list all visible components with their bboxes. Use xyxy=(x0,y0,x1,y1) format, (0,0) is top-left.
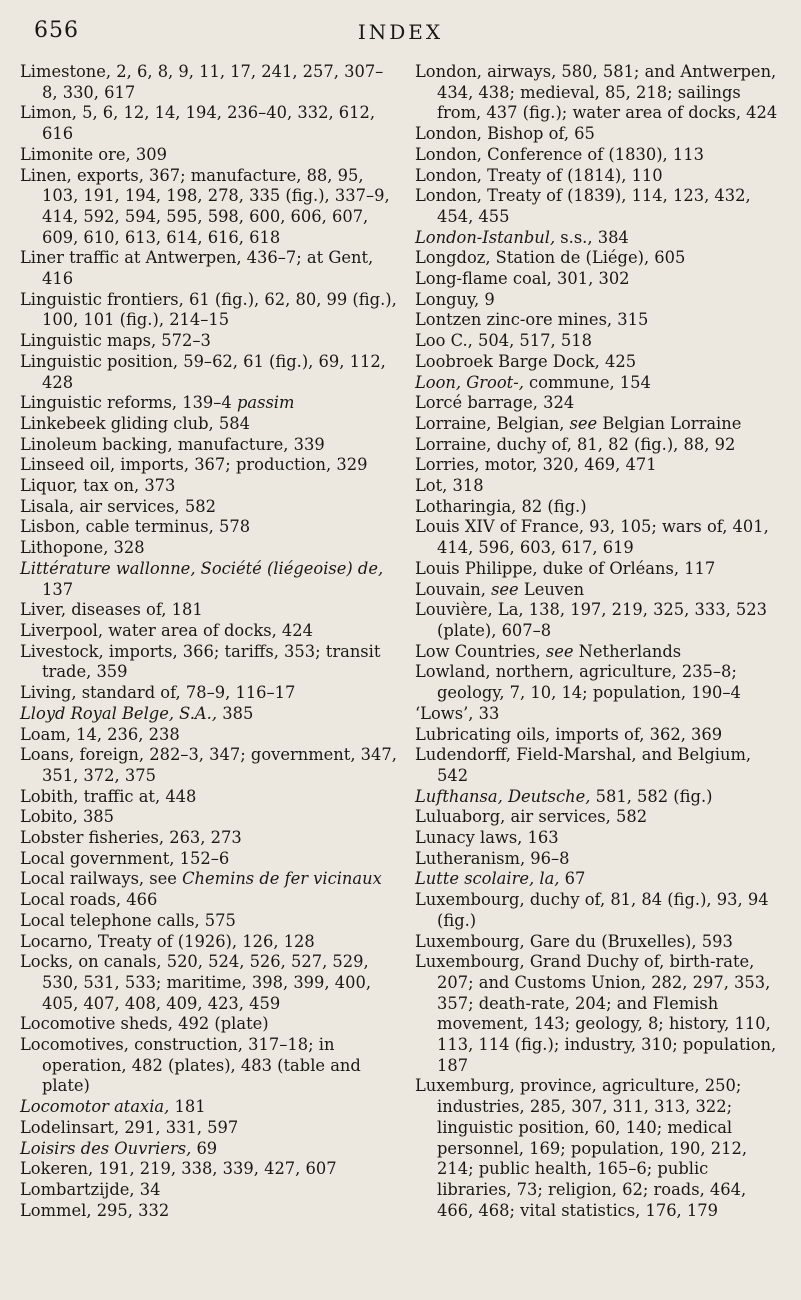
index-term: London, xyxy=(415,62,482,81)
index-entry xyxy=(415,787,787,808)
index-italic-ref: see xyxy=(491,579,519,599)
index-entry xyxy=(20,745,398,786)
index-term: London-Istanbul, xyxy=(415,227,556,247)
page-header xyxy=(0,0,801,60)
index-locators: 291, 331, 597 xyxy=(119,1117,239,1137)
index-locators: Gare du (Bruxelles), 593 xyxy=(524,931,733,951)
index-locators: 385 xyxy=(217,703,254,723)
index-entry xyxy=(415,228,787,249)
index-entry xyxy=(20,807,398,828)
index-locators: 295, 332 xyxy=(91,1200,170,1220)
index-entry xyxy=(415,186,787,227)
index-italic-ref: Chemins de fer vicinaux xyxy=(182,869,382,889)
index-term: Locomotor ataxia, xyxy=(20,1097,170,1117)
index-locators: diseases of, 181 xyxy=(66,600,203,620)
index-term: Lodelinsart, xyxy=(20,1117,120,1137)
index-entry xyxy=(20,600,398,621)
index-entry xyxy=(20,352,398,393)
index-term: Lokeren, xyxy=(20,1159,94,1179)
index-term: Lommel, xyxy=(20,1200,92,1220)
index-cross-ref: Leuven xyxy=(518,579,585,599)
index-locators: 33 xyxy=(473,703,500,723)
index-term: Loon, Groot-, xyxy=(415,372,524,392)
index-term: London, xyxy=(415,124,482,144)
index-locators: air services, 582 xyxy=(74,496,216,516)
index-entry xyxy=(415,248,787,269)
index-entry xyxy=(20,725,398,746)
index-locators: 328 xyxy=(108,538,145,558)
index-locators: 581, 582 (fig.) xyxy=(590,786,713,806)
index-entry xyxy=(415,497,787,518)
index-locators: standard of, 78–9, 116–17 xyxy=(76,683,296,703)
index-term: Locomotives, xyxy=(20,1035,129,1055)
index-term: Linoleum backing, xyxy=(20,434,173,454)
index-term: Lithopone, xyxy=(20,538,109,558)
index-locators: duke of Orléans, 117 xyxy=(537,558,716,578)
index-entry xyxy=(20,538,398,559)
index-entry xyxy=(415,869,787,890)
index-term: Lubricating oils, xyxy=(415,724,551,744)
index-entry xyxy=(20,559,398,600)
index-term: Limestone, xyxy=(20,62,112,81)
index-locators: Treaty of (1926), 126, 128 xyxy=(92,931,315,951)
index-term: Lisbon, xyxy=(20,517,81,537)
index-locators: 96–8 xyxy=(525,848,570,868)
index-entry xyxy=(415,725,787,746)
index-entry xyxy=(20,621,398,642)
index-term: Liquor, xyxy=(20,476,78,496)
index-entry xyxy=(20,331,398,352)
index-locators: 82 (fig.) xyxy=(516,496,587,516)
index-locators: Field-Marshal, and Belgium, 542 xyxy=(437,745,752,785)
index-locators: 309 xyxy=(130,144,167,164)
index-term: Linguistic position, xyxy=(20,351,179,371)
index-locators: 504, 517, 518 xyxy=(472,331,592,351)
index-locators: motor, 320, 469, 471 xyxy=(479,455,657,475)
index-entry xyxy=(20,869,398,890)
index-entry xyxy=(415,517,787,558)
index-entry xyxy=(20,290,398,331)
index-entry xyxy=(20,1180,398,1201)
index-locators: 137 xyxy=(42,579,74,599)
index-locators: imports, 367; production, 329 xyxy=(115,455,368,475)
index-term: Loans, xyxy=(20,745,75,765)
index-term: Locks, xyxy=(20,952,74,972)
index-entry xyxy=(20,890,398,911)
index-locators: foreign, 282–3, 347; government, 347, 351, 372, 375 xyxy=(42,745,397,785)
index-locators: manufacture, 339 xyxy=(172,434,325,454)
index-italic-ref: see xyxy=(545,641,574,661)
index-column-left xyxy=(20,62,398,1221)
index-term: Limon, xyxy=(20,103,77,123)
index-term: Luluaborg, xyxy=(415,807,506,827)
index-locators: 301, 302 xyxy=(551,269,630,289)
index-locators: 318 xyxy=(447,476,484,496)
index-locators: 324 xyxy=(537,393,575,413)
index-entry xyxy=(415,435,787,456)
index-locators: see xyxy=(144,869,183,889)
index-term: London, xyxy=(415,144,482,164)
index-term: Ludendorff, xyxy=(415,745,512,765)
index-entry xyxy=(415,662,787,703)
index-term: Liner traffic xyxy=(20,248,120,268)
index-locators: s.s., 384 xyxy=(555,227,629,247)
index-entry xyxy=(20,248,398,289)
index-term: Loisirs des Ouvriers, xyxy=(20,1138,192,1158)
index-locators: 163 xyxy=(522,828,559,848)
index-locators: 5, 6, 12, 14, 194, 236–40, 332, 612, 616 xyxy=(42,103,376,144)
index-entry xyxy=(20,1014,398,1035)
index-entry xyxy=(20,828,398,849)
index-term: Louvière, La, xyxy=(415,600,524,620)
index-term: Loobroek Barge Dock, xyxy=(415,351,600,371)
index-entry xyxy=(20,704,398,725)
index-entry xyxy=(20,476,398,497)
index-locators: duchy of, 81, 82 (fig.), 88, 92 xyxy=(491,434,736,454)
index-entry xyxy=(20,952,398,1014)
index-locators: 584 xyxy=(213,413,250,433)
index-locators: air services, 582 xyxy=(505,807,648,827)
index-entry xyxy=(415,807,787,828)
index-entry xyxy=(415,580,787,601)
index-locators: construction, 317–18; in operation, 482 (plates), 483 (table and plate) xyxy=(42,1035,361,1096)
index-locators: of France, 93, 105; wars of, 401, 414, 596, 603, 617, 619 xyxy=(437,517,769,558)
index-entry xyxy=(415,952,787,1076)
index-locators: 34 xyxy=(134,1179,161,1199)
index-locators: 263, 273 xyxy=(164,828,242,848)
index-locators: at Antwerpen, 436–7; at Gent, 416 xyxy=(42,248,374,289)
index-entry xyxy=(415,310,787,331)
index-entry xyxy=(415,352,787,373)
index-entry xyxy=(415,393,787,414)
index-entry xyxy=(20,62,398,103)
index-entry xyxy=(415,124,787,145)
index-term: Local telephone calls, xyxy=(20,910,200,930)
index-locators: commune, 154 xyxy=(523,372,651,392)
index-term: Linseed oil, xyxy=(20,455,116,475)
index-term: London, xyxy=(415,165,482,185)
index-term: Linen, xyxy=(20,165,72,185)
index-locators: airways, 580, 581; and Antwerpen, 434, 438; medieval, 85, 218; sailings from, 437 (fig.); water area of docks, 424 xyxy=(437,62,778,123)
index-term: Local roads, xyxy=(20,890,122,910)
index-entry xyxy=(20,497,398,518)
index-term: Long-flame coal, xyxy=(415,269,552,289)
index-entry xyxy=(20,455,398,476)
index-term: Longdoz, xyxy=(415,248,491,268)
index-column-right xyxy=(415,62,787,1221)
index-entry xyxy=(20,517,398,538)
index-entry xyxy=(20,1118,398,1139)
index-entry xyxy=(20,414,398,435)
index-entry xyxy=(20,1139,398,1160)
index-term: Littérature wallonne, Société (liégeoise) de, xyxy=(20,558,384,578)
index-locators: 9 xyxy=(479,289,495,309)
index-locators: imports, 366; tariffs, 353; transit trade, 359 xyxy=(42,641,381,682)
index-term: Lorraine, xyxy=(415,413,492,433)
index-entry xyxy=(20,393,398,414)
index-entry xyxy=(415,1076,787,1221)
index-locators: Conference of (1830), 113 xyxy=(482,144,704,164)
index-term: Local railways, xyxy=(20,869,145,889)
index-entry xyxy=(20,1097,398,1118)
index-entry xyxy=(20,932,398,953)
index-entry xyxy=(415,145,787,166)
page-number: 656 xyxy=(34,18,79,43)
index-term: Lontzen zinc-ore mines, xyxy=(415,310,613,330)
index-entry xyxy=(415,414,787,435)
index-locators: 59–62, 61 (fig.), 69, 112, 428 xyxy=(42,351,386,392)
index-entry xyxy=(415,849,787,870)
index-entry xyxy=(415,559,787,580)
index-term: Longuy, xyxy=(415,289,480,309)
index-term: London, xyxy=(415,186,482,206)
index-entry xyxy=(415,269,787,290)
index-entry xyxy=(20,435,398,456)
index-term: Liver, xyxy=(20,600,67,620)
index-entry xyxy=(20,1035,398,1097)
index-locators: 315 xyxy=(612,310,649,330)
index-term: Locarno, xyxy=(20,931,93,951)
index-cross-ref: Belgian Lorraine xyxy=(597,413,742,433)
index-locators: cable terminus, 578 xyxy=(80,517,251,537)
index-term: Lowland, xyxy=(415,662,491,682)
index-term: Luxemburg, xyxy=(415,1076,515,1096)
index-locators: 61 (fig.), 62, 80, 99 (fig.), 100, 101 (fig.), 214–15 xyxy=(42,289,397,330)
index-entry xyxy=(20,103,398,144)
index-locators: 492 (plate) xyxy=(172,1014,269,1034)
index-entry xyxy=(20,787,398,808)
index-entry xyxy=(415,290,787,311)
index-locators: on canals, 520, 524, 526, 527, 529, 530, 531, 533; maritime, 398, 399, 400, 405, 407, 408, 409, 423, 459 xyxy=(42,952,372,1013)
index-term: Linguistic maps, xyxy=(20,331,157,351)
index-locators: Station de (Liége), 605 xyxy=(490,248,686,268)
index-term: Luxembourg, xyxy=(415,952,525,972)
index-italic-ref: see xyxy=(569,413,598,433)
index-term: Liverpool, xyxy=(20,620,104,640)
index-entry xyxy=(415,331,787,352)
index-term: Lloyd Royal Belge, S.A., xyxy=(20,703,218,723)
index-locators: imports of, 362, 369 xyxy=(550,724,723,744)
index-locators: 138, 197, 219, 325, 333, 523 (plate), 607–8 xyxy=(437,600,767,640)
index-term: Louvain, xyxy=(415,579,486,599)
index-term: Lutheranism, xyxy=(415,848,526,868)
index-term: Luxembourg, xyxy=(415,890,525,910)
index-locators: duchy of, 81, 84 (fig.), 93, 94 (fig.) xyxy=(437,890,769,930)
index-term: Lombartzijde, xyxy=(20,1179,135,1199)
index-term: Lobito, xyxy=(20,807,78,827)
index-term: Lobster fisheries, xyxy=(20,828,165,848)
index-locators: province, agriculture, 250; industries, 285, 307, 311, 313, 322; linguistic position, 60, 140; medical personnel, 169; population, 190, 212, 214; public health, 165–6; public libraries, 73; religion, 62; roads, 464, 466, 468; vital statistics, 176, 179 xyxy=(437,1076,748,1220)
index-term: Lorries, xyxy=(415,455,480,475)
index-term: Livestock, xyxy=(20,641,104,661)
index-locators: 139–4 xyxy=(177,393,237,413)
index-entry xyxy=(415,745,787,786)
index-locators: 67 xyxy=(559,869,586,889)
index-entry xyxy=(20,1201,398,1222)
index-term: Lorcé barrage, xyxy=(415,393,538,413)
index-term: Limonite ore, xyxy=(20,144,131,164)
index-locators: Grand Duchy of, birth-rate, 207; and Customs Union, 282, 297, 353, 357; death-rate, 204; and Flemish movement, 143; geology, 8; history, 110, 113, 114 (fig.); industry, 310; population, 187 xyxy=(437,952,777,1075)
index-term: Lorraine, xyxy=(415,434,492,454)
index-locators: 466 xyxy=(121,890,158,910)
index-term: Linguistic reforms, xyxy=(20,393,178,413)
index-entry xyxy=(415,704,787,725)
index-entry xyxy=(415,890,787,931)
index-cross-ref: Netherlands xyxy=(573,641,682,661)
index-term: Low Countries, xyxy=(415,641,541,661)
index-term: Local government, xyxy=(20,848,175,868)
index-term: Lot, xyxy=(415,476,448,496)
index-term: Linkebeek gliding club, xyxy=(20,413,214,433)
index-term: Lunacy laws, xyxy=(415,828,523,848)
index-entry xyxy=(20,642,398,683)
index-locators: Treaty of (1839), 114, 123, 432, 454, 455 xyxy=(437,186,751,226)
index-entry xyxy=(415,932,787,953)
index-locators: Bishop of, 65 xyxy=(482,124,595,144)
index-term: Lobith, xyxy=(20,786,79,806)
index-locators: 181 xyxy=(169,1097,206,1117)
index-locators: 191, 219, 338, 339, 427, 607 xyxy=(93,1159,337,1179)
index-locators: 385 xyxy=(77,807,115,827)
index-locators: traffic at, 448 xyxy=(78,786,197,806)
index-entry xyxy=(415,600,787,641)
index-term: Loam, xyxy=(20,724,71,744)
running-head: INDEX xyxy=(357,20,444,44)
index-term: Lisala, xyxy=(20,496,75,516)
index-locators: 69 xyxy=(191,1138,218,1158)
index-term: Louis XIV xyxy=(415,517,495,537)
index-locators: exports, 367; manufacture, 88, 95, 103, 191, 194, 198, 278, 335 (fig.), 337–9, 414, 592, 594, 595, 598, 600, 606, 607, 609, 610, 613, 614, 616, 618 xyxy=(42,165,390,247)
index-entry xyxy=(20,145,398,166)
index-entry xyxy=(20,683,398,704)
index-locators: 572–3 xyxy=(156,331,211,351)
index-locators: 425 xyxy=(599,351,637,371)
index-term: Locomotive sheds, xyxy=(20,1014,173,1034)
index-locators: 2, 6, 8, 9, 11, 17, 241, 257, 307–8, 330, 617 xyxy=(42,62,384,102)
index-locators: water area of docks, 424 xyxy=(103,620,314,640)
index-entry xyxy=(20,849,398,870)
index-entry xyxy=(415,828,787,849)
index-entry xyxy=(20,1159,398,1180)
index-locators: Belgian, xyxy=(491,413,570,433)
index-term: Lotharingia, xyxy=(415,496,517,516)
index-entry xyxy=(20,911,398,932)
index-entry xyxy=(20,166,398,249)
index-locators: 575 xyxy=(199,910,236,930)
index-term: Lufthansa, Deutsche, xyxy=(415,786,591,806)
index-term: Lutte scolaire, la, xyxy=(415,869,560,889)
index-entry xyxy=(415,373,787,394)
index-italic-ref: passim xyxy=(236,393,295,413)
index-term: Luxembourg, xyxy=(415,931,525,951)
index-entry xyxy=(415,62,787,124)
index-locators: 14, 236, 238 xyxy=(70,724,180,744)
index-locators: Treaty of (1814), 110 xyxy=(482,165,663,185)
index-entry xyxy=(415,476,787,497)
index-locators: 152–6 xyxy=(174,848,230,868)
index-term: Louis Philippe, xyxy=(415,558,538,578)
index-entry xyxy=(415,166,787,187)
index-term: Living, xyxy=(20,683,77,703)
index-locators: northern, agriculture, 235–8; geology, 7, 10, 14; population, 190–4 xyxy=(437,662,741,703)
index-term: Loo C., xyxy=(415,331,473,351)
index-locators: tax on, 373 xyxy=(77,476,176,496)
index-entry xyxy=(415,642,787,663)
index-term: Linguistic frontiers, xyxy=(20,289,184,309)
index-term: ‘Lows’, xyxy=(415,703,474,723)
index-entry xyxy=(415,455,787,476)
